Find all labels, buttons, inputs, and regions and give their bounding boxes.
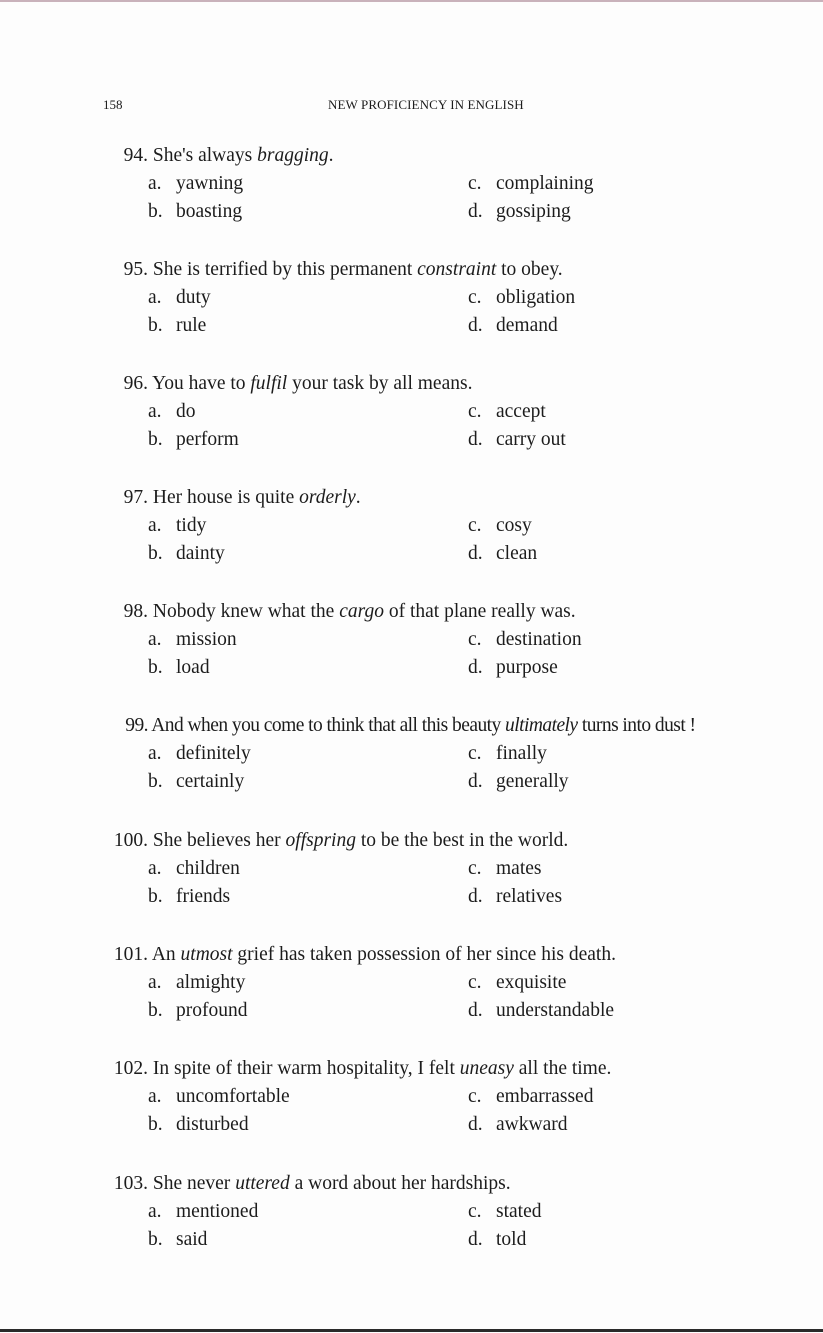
- option-text: perform: [176, 429, 239, 450]
- option-text: said: [176, 1229, 208, 1250]
- option-text: duty: [176, 287, 211, 308]
- option-b: [148, 1229, 207, 1251]
- question-number: 94.: [123, 145, 148, 166]
- option-a: [148, 972, 245, 994]
- question-97: [100, 487, 815, 587]
- stem-text-before: In spite of their warm hospitality, I felt: [152, 1058, 460, 1079]
- stem-text-before: She never: [152, 1173, 236, 1194]
- option-b: [148, 657, 210, 679]
- question-94: [100, 145, 815, 245]
- option-text: purpose: [496, 657, 558, 678]
- option-b: [148, 543, 225, 565]
- option-text: demand: [496, 315, 558, 336]
- option-a: [148, 629, 237, 651]
- option-text: profound: [176, 1000, 248, 1021]
- stem-text-after: of that plane really was.: [383, 601, 576, 622]
- page-bottom-edge: [0, 1329, 823, 1332]
- option-text: yawning: [176, 173, 244, 194]
- question-number: 102.: [113, 1058, 148, 1079]
- stem-text-after: your task by all means.: [287, 373, 473, 394]
- page-top-edge: [0, 0, 823, 2]
- option-letter: b.: [148, 771, 163, 792]
- stem-text-before: And when you come to think that all this beauty: [151, 715, 506, 736]
- option-letter: b.: [148, 886, 163, 907]
- stem-keyword: fulfil: [250, 373, 288, 394]
- option-c: [468, 173, 593, 195]
- option-c: [468, 515, 532, 537]
- question-stem: [100, 1173, 511, 1195]
- option-letter: d.: [468, 886, 483, 907]
- stem-keyword: uneasy: [459, 1058, 514, 1079]
- option-a: [148, 1086, 290, 1108]
- question-100: [100, 830, 815, 930]
- option-letter: b.: [148, 201, 163, 222]
- question-number: 101.: [113, 944, 148, 965]
- option-d: [468, 543, 537, 565]
- question-stem: [100, 259, 563, 281]
- option-b: [148, 1114, 249, 1136]
- option-text: obligation: [496, 287, 576, 308]
- option-letter: a.: [148, 515, 162, 536]
- question-number: 98.: [123, 601, 148, 622]
- option-letter: d.: [468, 1000, 483, 1021]
- option-c: [468, 629, 582, 651]
- option-text: exquisite: [496, 972, 567, 993]
- option-text: mates: [496, 858, 542, 879]
- stem-text-before: You have to: [152, 373, 251, 394]
- page-number: 158: [103, 97, 123, 112]
- option-a: [148, 743, 251, 765]
- option-letter: a.: [148, 1086, 162, 1107]
- option-d: [468, 201, 571, 223]
- stem-text-before: An: [151, 944, 181, 965]
- question-number: 99.: [125, 715, 148, 736]
- option-text: tidy: [176, 515, 207, 536]
- option-letter: d.: [468, 429, 483, 450]
- option-letter: c.: [468, 1201, 482, 1222]
- option-text: disturbed: [176, 1114, 249, 1135]
- option-b: [148, 1000, 248, 1022]
- option-d: [468, 1114, 567, 1136]
- option-letter: d.: [468, 1114, 483, 1135]
- option-letter: c.: [468, 743, 482, 764]
- option-letter: d.: [468, 315, 483, 336]
- stem-keyword: utmost: [180, 944, 233, 965]
- option-text: rule: [176, 315, 207, 336]
- question-stem: [100, 373, 472, 395]
- stem-text-after: to be the best in the world.: [355, 830, 569, 851]
- option-d: [468, 771, 569, 793]
- option-c: [468, 401, 546, 423]
- question-number: 95.: [123, 259, 148, 280]
- question-stem: [100, 487, 361, 509]
- option-text: boasting: [176, 201, 243, 222]
- option-text: uncomfortable: [176, 1086, 290, 1107]
- option-text: certainly: [176, 771, 245, 792]
- option-letter: d.: [468, 771, 483, 792]
- option-text: clean: [496, 543, 538, 564]
- option-c: [468, 743, 547, 765]
- option-text: gossiping: [496, 201, 571, 222]
- option-letter: b.: [148, 315, 163, 336]
- question-stem: [100, 1058, 611, 1080]
- stem-text-after: a word about her hardships.: [289, 1173, 511, 1194]
- option-d: [468, 1229, 526, 1251]
- option-letter: a.: [148, 972, 162, 993]
- option-letter: a.: [148, 858, 162, 879]
- option-b: [148, 771, 244, 793]
- option-letter: a.: [148, 1201, 162, 1222]
- stem-text-before: She's always: [152, 145, 258, 166]
- option-text: embarrassed: [496, 1086, 594, 1107]
- option-letter: a.: [148, 173, 162, 194]
- question-stem: [100, 830, 568, 852]
- option-text: load: [176, 657, 210, 678]
- option-d: [468, 315, 558, 337]
- option-letter: d.: [468, 1229, 483, 1250]
- option-d: [468, 657, 558, 679]
- option-text: friends: [176, 886, 231, 907]
- option-c: [468, 1086, 593, 1108]
- option-text: almighty: [176, 972, 246, 993]
- option-text: told: [496, 1229, 527, 1250]
- stem-keyword: constraint: [417, 259, 497, 280]
- option-text: generally: [496, 771, 569, 792]
- option-c: [468, 287, 575, 309]
- option-text: children: [176, 858, 240, 879]
- question-102: [100, 1058, 815, 1158]
- option-text: mission: [176, 629, 237, 650]
- question-number: 103.: [113, 1173, 148, 1194]
- option-letter: a.: [148, 629, 162, 650]
- option-letter: c.: [468, 858, 482, 879]
- option-text: complaining: [496, 173, 594, 194]
- option-letter: c.: [468, 401, 482, 422]
- question-stem: [100, 944, 616, 966]
- question-99: [100, 715, 815, 815]
- option-d: [468, 429, 566, 451]
- option-b: [148, 315, 206, 337]
- option-c: [468, 972, 566, 994]
- question-101: [100, 944, 815, 1044]
- stem-text-after: .: [355, 487, 361, 508]
- option-b: [148, 886, 230, 908]
- option-text: mentioned: [176, 1201, 259, 1222]
- option-a: [148, 173, 243, 195]
- option-text: finally: [496, 743, 547, 764]
- stem-text-before: Her house is quite: [152, 487, 300, 508]
- option-letter: b.: [148, 1229, 163, 1250]
- option-text: cosy: [496, 515, 532, 536]
- option-letter: c.: [468, 173, 482, 194]
- option-letter: c.: [468, 515, 482, 536]
- option-b: [148, 201, 242, 223]
- running-title: NEW PROFICIENCY IN ENGLISH: [328, 97, 524, 112]
- option-text: dainty: [176, 543, 225, 564]
- question-number: 96.: [123, 373, 148, 394]
- option-c: [468, 1201, 541, 1223]
- option-a: [148, 287, 211, 309]
- option-a: [148, 515, 206, 537]
- option-text: destination: [496, 629, 582, 650]
- option-b: [148, 429, 239, 451]
- option-letter: a.: [148, 401, 162, 422]
- question-number: 100.: [113, 830, 148, 851]
- question-stem: [100, 715, 695, 737]
- question-stem: [100, 145, 334, 167]
- question-95: [100, 259, 815, 359]
- option-letter: d.: [468, 201, 483, 222]
- question-103: [100, 1173, 815, 1273]
- stem-keyword: bragging: [257, 145, 329, 166]
- option-text: carry out: [496, 429, 566, 450]
- stem-keyword: cargo: [339, 601, 384, 622]
- stem-keyword: orderly: [299, 487, 356, 508]
- option-a: [148, 858, 240, 880]
- option-text: definitely: [176, 743, 251, 764]
- option-text: understandable: [496, 1000, 615, 1021]
- option-letter: c.: [468, 287, 482, 308]
- option-letter: b.: [148, 543, 163, 564]
- option-c: [468, 858, 541, 880]
- option-letter: c.: [468, 1086, 482, 1107]
- question-stem: [100, 601, 576, 623]
- option-letter: b.: [148, 429, 163, 450]
- option-text: stated: [496, 1201, 542, 1222]
- option-text: accept: [496, 401, 546, 422]
- option-text: awkward: [496, 1114, 568, 1135]
- stem-text-after: grief has taken possession of her since his death.: [232, 944, 616, 965]
- stem-text-before: She believes her: [152, 830, 286, 851]
- option-letter: c.: [468, 629, 482, 650]
- option-letter: b.: [148, 1114, 163, 1135]
- question-98: [100, 601, 815, 701]
- option-letter: b.: [148, 657, 163, 678]
- option-text: relatives: [496, 886, 563, 907]
- option-d: [468, 886, 562, 908]
- option-letter: a.: [148, 287, 162, 308]
- option-d: [468, 1000, 614, 1022]
- question-96: [100, 373, 815, 473]
- option-letter: d.: [468, 657, 483, 678]
- stem-text-before: She is terrified by this permanent: [152, 259, 418, 280]
- stem-keyword: ultimately: [505, 715, 578, 736]
- option-letter: b.: [148, 1000, 163, 1021]
- stem-text-after: all the time.: [513, 1058, 612, 1079]
- stem-keyword: offspring: [285, 830, 356, 851]
- stem-keyword: uttered: [235, 1173, 290, 1194]
- option-a: [148, 401, 196, 423]
- stem-text-after: .: [328, 145, 334, 166]
- option-a: [148, 1201, 258, 1223]
- stem-text-after: turns into dust !: [577, 715, 696, 736]
- stem-text-before: Nobody knew what the: [152, 601, 340, 622]
- stem-text-after: to obey.: [496, 259, 563, 280]
- option-letter: d.: [468, 543, 483, 564]
- question-number: 97.: [123, 487, 148, 508]
- option-text: do: [176, 401, 196, 422]
- option-letter: c.: [468, 972, 482, 993]
- option-letter: a.: [148, 743, 162, 764]
